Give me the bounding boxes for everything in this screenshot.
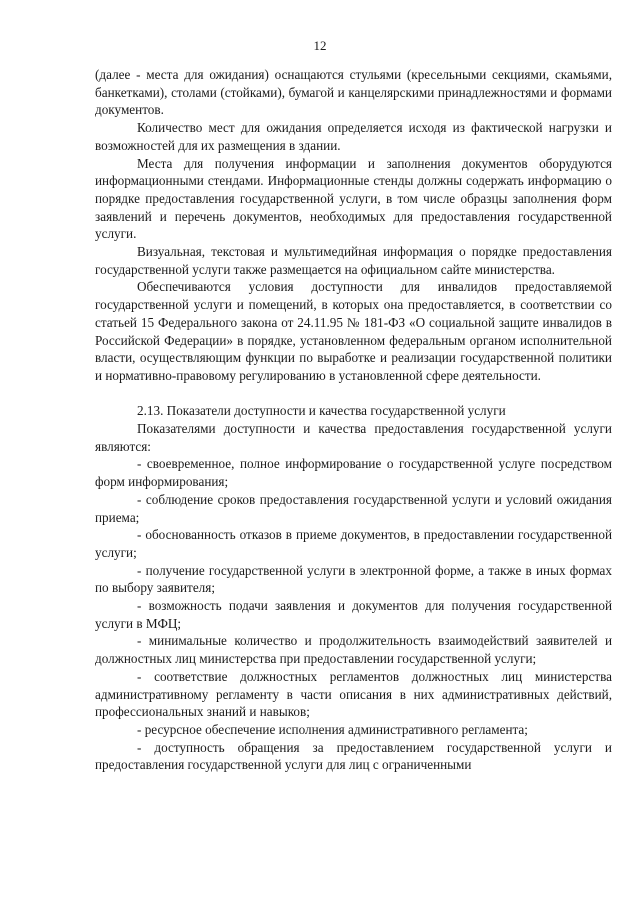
list-item-deadlines: - соблюдение сроков предоставления государственной услуги и условий ожидания приема; [95,491,612,525]
list-item-mfc: - возможность подачи заявления и документов для получения государственной услуги в МФЦ; [95,598,612,631]
list-item-accessibility: - доступность обращения за предоставлением государственной услуги и предоставления государственной услуги для лиц с ограниченными [95,739,612,773]
paragraph-number-of-places: Количество мест для ожидания определяется исходя из фактической нагрузки и возможностей для их размещения в здании. [95,120,612,153]
paragraph-accessibility-for-disabled: Обеспечиваются условия доступности для инвалидов предоставляемой государственной услуги и помещений, в которых она предоставляется, в соответствии со статьей 15 Федерального закона от 24.11.95 № 181-ФЗ «О социальной защите инвалидов в Российской Федерации» в порядке, установленном федеральным органом исполнительной власти, осуществляющим функции по выработке и реализации государственной политики и нормативно-правовому регулированию в установленной сфере деятельности. [95,279,612,383]
list-item-informing: - своевременное, полное информирование о государственной услуге посредством форм информирования; [95,456,612,490]
page-number: 12 [313,38,327,53]
paragraph-indicators-intro: Показателями доступности и качества предоставления государственной услуги являются: [95,421,612,454]
paragraph-waiting-places-equipment: (далее - места для ожидания) оснащаются стульями (кресельными секциями, скамьями, банкетками), столами (стойками), бумагой и канцелярскими принадлежностями и формами документов. [95,67,612,118]
list-item-refusals: - обоснованность отказов в приеме документов, в предоставлении государственной услуги; [95,527,612,560]
section-heading-2-13: 2.13. Показатели доступности и качества государственной услуги [137,403,506,419]
list-item-interactions: - минимальные количество и продолжительность взаимодействий заявителей и должностных лиц министерства при предоставлении государственной услуги; [95,633,612,667]
list-item-resource-support: - ресурсное обеспечение исполнения административного регламента; [137,722,528,737]
document-body [95,66,612,774]
list-item-job-regulations: - соответствие должностных регламентов должностных лиц министерства административному регламенту в части описания в них административных действий, профессиональных знаний и навыков; [95,668,612,720]
paragraph-information-stands: Места для получения информации и заполнения документов оборудуются информационными стендами. Информационные стенды должны содержать информацию о порядке предоставления государственной услуги, в том числе образцы заполнения форм заявлений и перечень документов, необходимых для предоставления государственной услуги. [95,155,612,242]
list-item-electronic-form: - получение государственной услуги в электронной форме, а также в иных формах по выбору заявителя; [95,562,612,596]
paragraph-multimedia-information: Визуальная, текстовая и мультимедийная информация о порядке предоставления государственной услуги также размещается на официальном сайте министерства. [95,244,612,277]
